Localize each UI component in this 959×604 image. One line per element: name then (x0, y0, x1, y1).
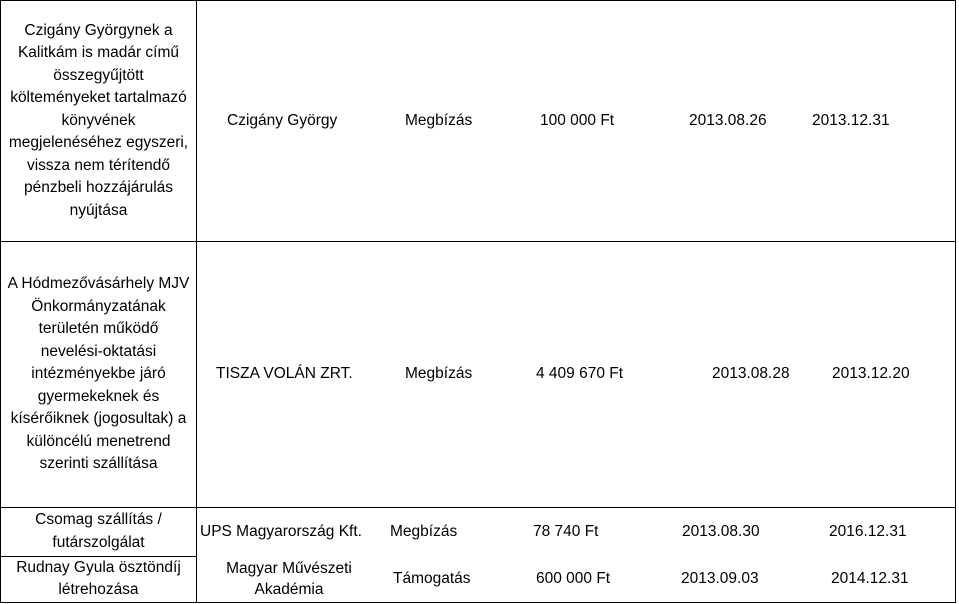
amount-cell: 4 409 670 Ft (536, 365, 624, 383)
partner-cell: Czigány György (227, 111, 338, 129)
description-cell: Rudnay Gyula ösztöndíj létrehozása (1, 556, 197, 603)
description-cell: Csomag szállítás / futárszolgálat (1, 508, 197, 557)
start-date-cell: 2013.08.26 (689, 111, 767, 129)
description-cell: Czigány Györgynek a Kalitkám is madár című összegyűjtött költeményeket tartalmazó könyvének megjelenéséhez egyszeri, vissza nem térítendő pénzbeli hozzájárulás nyújtása (1, 1, 197, 242)
amount-cell: 100 000 Ft (540, 111, 615, 129)
end-date-cell: 2014.12.31 (831, 569, 909, 587)
partner-cell: TISZA VOLÁN ZRT. (216, 365, 353, 383)
start-date-cell: 2013.08.30 (682, 522, 760, 540)
details-cell (197, 1, 956, 242)
type-cell: Megbízás (405, 365, 473, 383)
end-date-cell: 2016.12.31 (829, 522, 907, 540)
end-date-cell: 2013.12.31 (812, 111, 890, 129)
amount-cell: 600 000 Ft (536, 569, 611, 587)
description-cell: A Hódmezővásárhely MJV Önkormányzatának területén működő nevelési-oktatási intézményekbe járó gyermekeknek és kísérőiknek (jogosultak) a különcélú menetrend szerinti szállítása (1, 242, 197, 508)
table-row (1, 1, 956, 242)
amount-cell: 78 740 Ft (533, 522, 599, 540)
start-date-cell: 2013.09.03 (681, 569, 759, 587)
table-row (1, 508, 956, 557)
start-date-cell: 2013.08.28 (712, 365, 790, 383)
details-cell (197, 508, 956, 603)
partner-cell: UPS Magyarország Kft. (200, 522, 362, 540)
table-row (1, 242, 956, 508)
end-date-cell: 2013.12.20 (832, 365, 910, 383)
partner-cell: Magyar Művészeti Akadémia (226, 560, 352, 598)
type-cell: Megbízás (390, 522, 458, 540)
details-cell (197, 242, 956, 508)
type-cell: Megbízás (405, 111, 473, 129)
type-cell: Támogatás (393, 569, 471, 587)
